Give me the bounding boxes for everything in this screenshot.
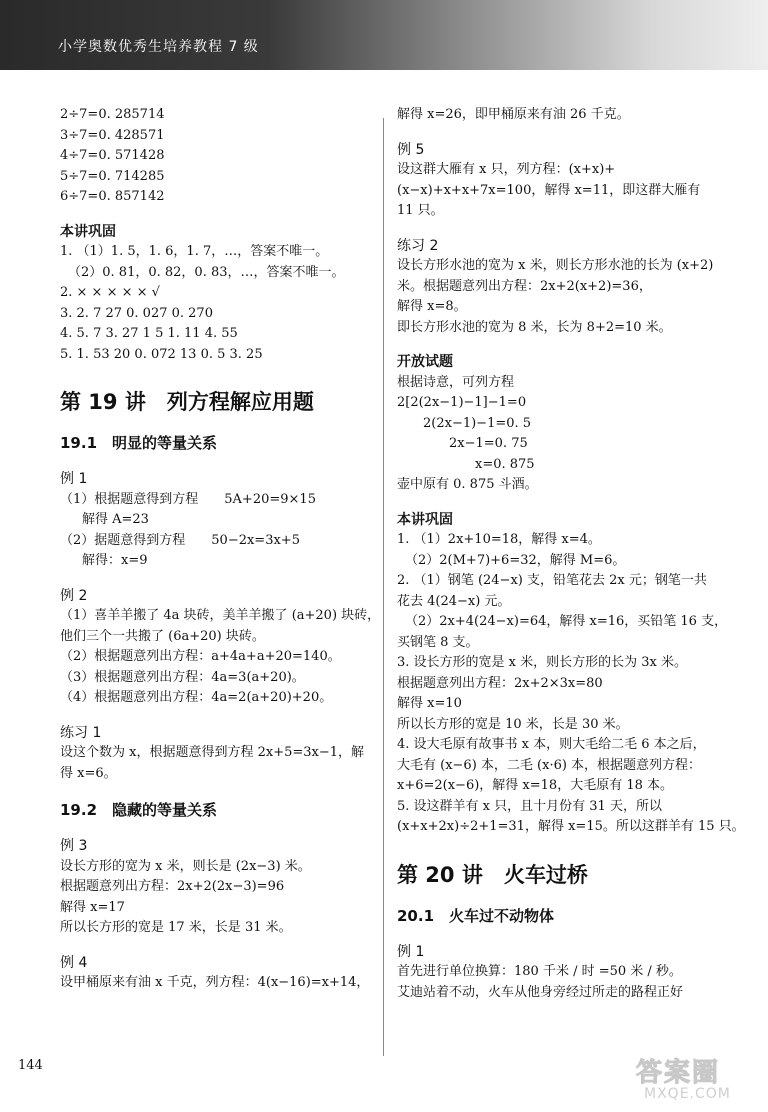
text-line: 5. 设这群羊有 x 只，且十月份有 31 天，所以	[397, 798, 662, 814]
text-line: 根据诗意，可列方程	[397, 374, 515, 390]
example-heading: 例 5	[397, 141, 425, 158]
text-line: 4÷7=0. 571428	[60, 148, 165, 163]
book-title: 小学奥数优秀生培养教程 7 级	[58, 39, 259, 55]
text-line: x=0. 875	[397, 456, 535, 472]
paragraph: 2. （1）钢笔 (24−x) 支，铅笔花去 2x 元；钢笔一共花去 4(24−x) 元。	[397, 573, 707, 609]
watermark-url: MXQE.COM	[644, 1086, 731, 1102]
lecture-title: 第 20 讲 火车过桥	[397, 862, 588, 887]
text-line: 设甲桶原来有油 x 千克，列方程：4(x−16)=x+14，	[60, 975, 370, 990]
text-line: 他们三个一共搬了 (6a+20) 块砖。	[60, 628, 265, 644]
text-line: 大毛有 (x−6) 本，二毛 (x·6) 本，根据题意列方程：	[397, 757, 702, 773]
example-heading: 例 4	[60, 954, 88, 971]
text-line: x+6=2(x−6)，解得 x=18，大毛原有 18 本。	[397, 778, 674, 793]
text-line: （1）根据题意得到方程 5A+20=9×15	[60, 491, 316, 507]
text-line: 3. 2. 7 27 0. 027 0. 270	[60, 305, 213, 321]
right-column	[397, 105, 745, 1003]
left-column	[60, 105, 381, 994]
text-line: 2x−1=0. 75	[397, 436, 528, 451]
subsection-heading: 20.1 火车过不动物体	[397, 906, 555, 925]
text-line: 解得：x=9	[82, 553, 148, 568]
text-line: 艾迪站着不动，火车从他身旁经过所走的路程正好	[397, 984, 684, 1000]
paragraph: 设这个数为 x，根据题意得到方程 2x+5=3x−1，解得 x=6。	[60, 745, 365, 781]
text-line: 解得 x=26，即甲桶原来有油 26 千克。	[397, 107, 630, 122]
text-line: （2）2(M+7)+6=32，解得 M=6。	[405, 552, 626, 568]
text-line: 1. （1）2x+10=18，解得 x=4。	[397, 532, 601, 547]
text-line: 2. × × × × × √	[60, 285, 160, 300]
text-line: 首先进行单位换算：180 千米 / 时 =50 米 / 秒。	[397, 964, 682, 979]
section-heading: 开放试题	[397, 354, 453, 370]
lecture-title: 第 19 讲 列方程解应用题	[60, 390, 314, 414]
example-heading: 例 3	[60, 838, 88, 854]
text-line: （4）根据题意列出方程：4a=2(a+20)+20。	[60, 690, 333, 705]
column-divider	[383, 118, 384, 1056]
text-line: 解得 x=10	[397, 696, 462, 711]
text-line: 根据题意列出方程：2x+2(2x−3)=96	[60, 879, 285, 894]
text-line: 4. 设大毛原有故事书 x 本，则大毛给二毛 6 本之后，	[397, 737, 706, 752]
example-heading: 例 2	[60, 587, 88, 604]
text-line: 解得 x=17	[60, 899, 125, 915]
paragraph: 设长方形水池的宽为 x 米，则长方形水池的长为 (x+2) 米。根据题意列出方程：2x+2(x+2)=36，	[397, 258, 714, 294]
text-line: 5. 1. 53 20 0. 072 13 0. 5 3. 25	[60, 346, 263, 362]
page-number: 144	[18, 1058, 43, 1073]
text-line: 所以长方形的宽是 10 米，长是 30 米。	[397, 716, 629, 732]
example-heading: 例 1	[397, 943, 425, 960]
section-heading: 本讲巩固	[397, 511, 453, 528]
text-line: 所以长方形的宽是 17 米，长是 31 米。	[60, 920, 292, 935]
watermark-logo	[636, 1052, 756, 1106]
text-line: 1. （1）1. 5，1. 6，1. 7，…，答案不唯一。	[60, 244, 329, 259]
text-line: 2÷7=0. 285714	[60, 107, 165, 122]
paragraph: 设这群大雁有 x 只，列方程：(x+x)+(x−x)+x+x+7x=100，解得 x=11，即这群大雁有 11 只。	[397, 162, 701, 218]
text-line: 2(2x−1)−1=0. 5	[397, 415, 532, 431]
subsection-heading: 19.2 隐藏的等量关系	[60, 801, 218, 819]
text-line: 根据题意列出方程：2x+2×3x=80	[397, 675, 603, 691]
example-heading: 例 1	[60, 471, 88, 487]
text-line: （2）根据题意列出方程：a+4a+a+20=140。	[60, 649, 341, 664]
text-line: 解得 x=8。	[397, 299, 467, 314]
text-line: （2）据题意得到方程 50−2x=3x+5	[60, 532, 300, 548]
text-line: （2）0. 81，0. 82，0. 83，…，答案不唯一。	[68, 264, 345, 280]
text-line: 5÷7=0. 714285	[60, 168, 165, 184]
section-heading: 本讲巩固	[60, 223, 116, 240]
text-line: （2）2x+4(24−x)=64，解得 x=16，买铅笔 16 支，	[405, 614, 728, 629]
text-line: (x+x+2x)÷2+1=31，解得 x=15。所以这群羊有 15 只。	[397, 819, 745, 834]
text-line: （3）根据题意列出方程：4a=3(a+20)。	[60, 669, 305, 685]
text-line: 即长方形水池的宽为 8 米，长为 8+2=10 米。	[397, 319, 672, 335]
text-line: 3÷7=0. 428571	[60, 127, 165, 143]
text-line: 解得 A=23	[82, 512, 149, 527]
example-heading: 练习 2	[397, 237, 439, 254]
text-line: 3. 设长方形的宽是 x 米，则长方形的长为 3x 米。	[397, 655, 687, 670]
page-header	[0, 0, 768, 70]
text-line: （1）喜羊羊搬了 4a 块砖，美羊羊搬了 (a+20) 块砖，	[60, 608, 381, 623]
text-line: 4. 5. 7 3. 27 1 5 1. 11 4. 55	[60, 326, 238, 341]
text-line: 6÷7=0. 857142	[60, 189, 165, 204]
subsection-heading: 19.1 明显的等量关系	[60, 434, 218, 452]
watermark-text: 答案圈	[636, 1058, 721, 1088]
text-line: 买钢笔 8 支。	[397, 634, 479, 650]
example-heading: 练习 1	[60, 724, 102, 741]
text-line: 2[2(2x−1)−1]−1=0	[397, 395, 527, 410]
text-line: 设长方形的宽为 x 米，则长是 (2x−3) 米。	[60, 858, 311, 874]
text-line: 壶中原有 0. 875 斗酒。	[397, 477, 538, 492]
